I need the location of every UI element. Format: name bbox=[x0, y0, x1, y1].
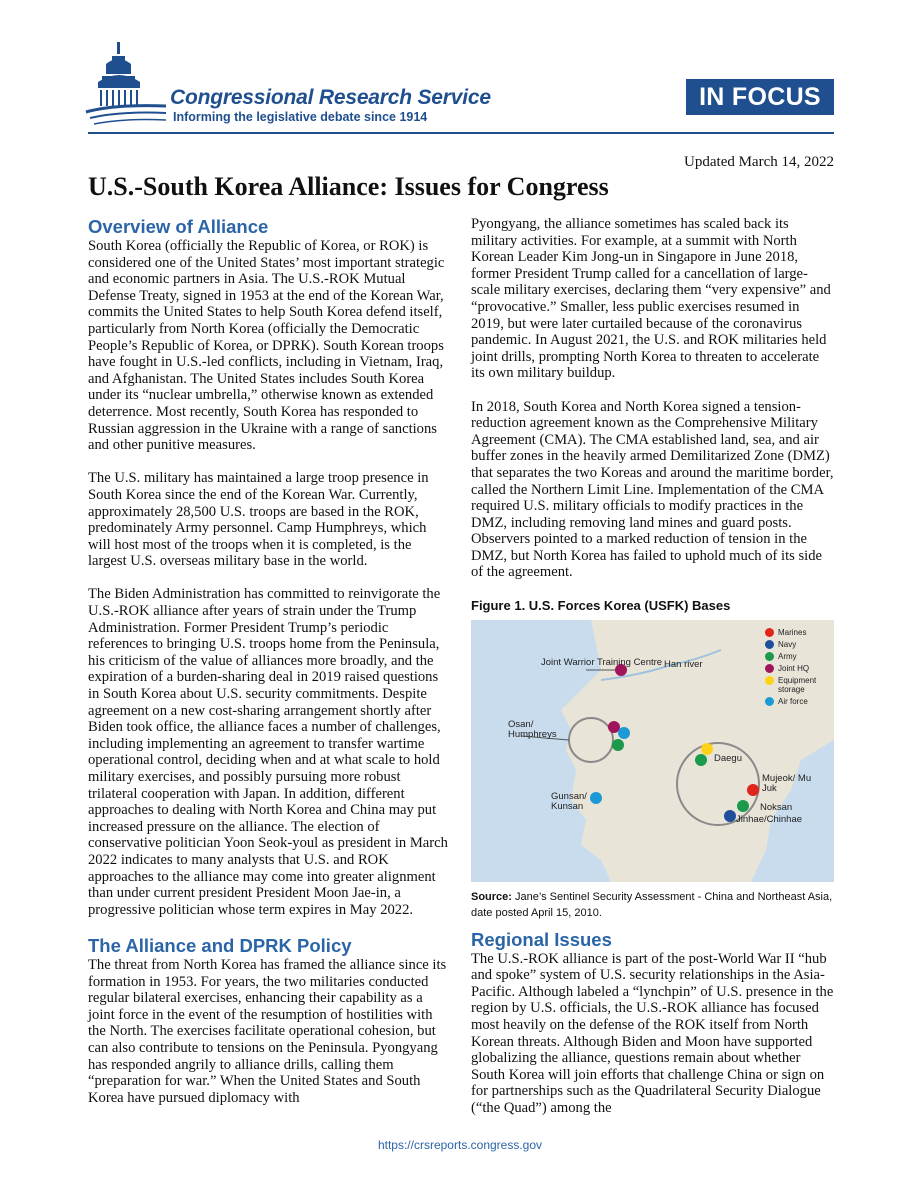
document-header bbox=[0, 0, 920, 140]
left-column bbox=[88, 216, 448, 1106]
map-label-han-river: Han river bbox=[664, 658, 703, 670]
section-heading-dprk-policy: The Alliance and DPRK Policy bbox=[88, 934, 352, 956]
paragraph: The Biden Administration has committed to reinvigorate the U.S.-ROK alliance after years of strain under the Trump Administration. Former President Trump’s periodic references to bringing U.S. troops home from the Peninsula, his criticism of the value of alliances more broadly, and the expiration of a burden-sharing deal in 2019 raised questions in South Korea about U.S. security commitments. Despite agreement on a new cost-sharing arrangement shortly after Biden took office, the alliance faces a number of challenges, including implementing an agreement to transfer wartime operational control, deciding when and at what scale to hold military exercises, and possibly pursuing more robust trilateral cooperation with Japan. In addition, different approaches to dealing with North Korea and China may put increased pressure on the alliance. The election of conservative politician Yoon Seok-youl as president in March 2022 indicates to many analysts that U.S. and ROK approaches to the alliance may come into greater alignment than under current president President Moon Jae-in, a progressive politician whose term expires in May 2022. bbox=[88, 586, 448, 918]
in-focus-badge: IN FOCUS bbox=[686, 79, 834, 115]
section-heading-overview: Overview of Alliance bbox=[88, 216, 269, 237]
paragraph: South Korea (officially the Republic of Korea, or ROK) is considered one of the United States’ most important strategic and economic partners in Asia. The U.S.-ROK Mutual Defense Treaty, signed in 1953 at the end of the Korean War, commits the United States to help South Korea defend itself, particularly from North Korea (officially the Democratic People’s Republic of Korea, or DPRK). South Korean troops have fought in U.S.-led conflicts, including in Vietnam, Iraq, and Afghanistan. The United States includes South Korea under its “nuclear umbrella,” otherwise known as extended deterrence. Most recently, South Korea has responded to Russian aggression in the Ukraine with a range of sanctions and other punitive measures. bbox=[88, 238, 445, 454]
marines-dot-icon bbox=[765, 628, 774, 637]
army-dot-icon bbox=[765, 652, 774, 661]
paragraph: In 2018, South Korea and North Korea signed a tension-reduction agreement known as the Comprehensive Military Agreement (CMA). The CMA established land, sea, and air buffer zones in the heavily armed Demilitarized Zone (DMZ) that separates the two Koreas and around the maritime border, called the Northern Limit Line. Implementation of the CMA required U.S. military officials to modify practices in the DMZ, including removing land mines and guard posts. Observers pointed to a marked reduction of tension in the DMZ, but North Korea has failed to uphold much of its side of the agreement. bbox=[471, 398, 834, 581]
osan-army-marker bbox=[612, 739, 624, 751]
navy-dot-icon bbox=[765, 640, 774, 649]
daegu-army-marker bbox=[695, 754, 707, 766]
map-label-mujeok: Mujeok/ Mu Juk bbox=[762, 772, 812, 794]
noksan-army-marker bbox=[737, 800, 749, 812]
org-name: Congressional Research Service bbox=[170, 86, 491, 109]
legend-item-air-force: Air force bbox=[765, 697, 829, 706]
legend-item-marines: Marines bbox=[765, 628, 829, 637]
map-label-jwtc: Joint Warrior Training Centre bbox=[541, 656, 663, 668]
map-label-osan: Osan/ Humphreys bbox=[508, 718, 557, 740]
org-tagline: Informing the legislative debate since 1914 bbox=[173, 110, 428, 124]
updated-date: Updated March 14, 2022 bbox=[684, 154, 834, 170]
figure-title: Figure 1. U.S. Forces Korea (USFK) Bases bbox=[471, 597, 731, 613]
daegu-storage-marker bbox=[701, 743, 713, 755]
paragraph: Pyongyang, the alliance sometimes has scaled back its military activities. For example, at a summit with North Korean Leader Kim Jong-un in Singapore in June 2018, former President Trump called for a cancellation of large-scale military exercises, declaring them “very expensive” and “provocative.” Smaller, less public exercises resumed in 2019, but were later curtailed because of the coronavirus pandemic. In August 2021, the U.S. and ROK militaries held joint drills, prompting North Korea to threaten to accelerate its own military buildup. bbox=[471, 216, 831, 382]
map-label-gunsan: Gunsan/ Kunsan bbox=[551, 790, 587, 812]
footer-url-link[interactable]: https://crsreports.congress.gov bbox=[377, 1138, 543, 1152]
paragraph: The threat from North Korea has framed the alliance since its formation in 1953. For years, the two militaries conducted regular bilateral exercises, enhancing their capability as a joint force in the event of the resumption of hostilities with the North. The exercises facilitate operational cohesion, but can also contribute to tensions on the Peninsula. Pyongyang has responded angrily to alliance drills, calling them “preparation for war.” When the United States and South Korea have pursued diplomacy with bbox=[88, 956, 447, 1106]
equipment-storage-dot-icon bbox=[765, 676, 774, 685]
legend-item-army: Army bbox=[765, 652, 829, 661]
mujeok-marines-marker bbox=[747, 784, 759, 796]
legend-item-joint-hq: Joint HQ bbox=[765, 664, 829, 673]
legend-item-navy: Navy bbox=[765, 640, 829, 649]
map-label-daegu: Daegu bbox=[714, 752, 742, 764]
source-text: Jane’s Sentinel Security Assessment - China and Northeast Asia, date posted April 15, 2010. bbox=[471, 890, 833, 919]
legend-item-equipment-storage: Equipment storage bbox=[765, 676, 829, 694]
map-label-jinhae: Jinhae/Chinhae bbox=[736, 813, 803, 825]
osan-air-force-marker bbox=[618, 727, 630, 739]
joint-hq-dot-icon bbox=[765, 664, 774, 673]
map-label-noksan: Noksan bbox=[760, 801, 793, 813]
source-label: Source: bbox=[471, 890, 512, 903]
paragraph: The U.S.-ROK alliance is part of the post-World War II “hub and spoke” system of U.S. security relationships in the Asia-Pacific. Although labeled a “lynchpin” of U.S. presence in the region by U.S. officials, the U.S.-ROK alliance has focused most heavily on the defense of the ROK itself from North Korean threats. Although Biden and Moon have supported globalizing the alliance, questions remain about whether South Korea will join efforts that challenge China or sign on for partnerships such as the Quadrilateral Security Dialogue (“the Quad”) among the bbox=[471, 950, 834, 1116]
section-heading-regional-issues: Regional Issues bbox=[471, 928, 612, 950]
header-rule bbox=[88, 132, 834, 134]
figure-source bbox=[471, 889, 834, 921]
osan-joint-hq-marker bbox=[608, 721, 620, 733]
paragraph: The U.S. military has maintained a large troop presence in South Korea since the end of the Korean War. Currently, approximately 28,500 U.S. troops are based in the ROK, predominately Army personnel. Camp Humphreys, which will host most of the troops when it is completed, is the largest U.S. overseas military base in the world. bbox=[88, 470, 429, 570]
document-title: U.S.-South Korea Alliance: Issues for Congress bbox=[88, 172, 609, 201]
air-force-dot-icon bbox=[765, 697, 774, 706]
map-legend bbox=[765, 628, 829, 709]
jinhae-navy-marker bbox=[724, 810, 736, 822]
capitol-dome-logo-icon bbox=[84, 40, 166, 132]
right-column bbox=[471, 216, 834, 1117]
usfk-bases-map bbox=[471, 620, 834, 882]
